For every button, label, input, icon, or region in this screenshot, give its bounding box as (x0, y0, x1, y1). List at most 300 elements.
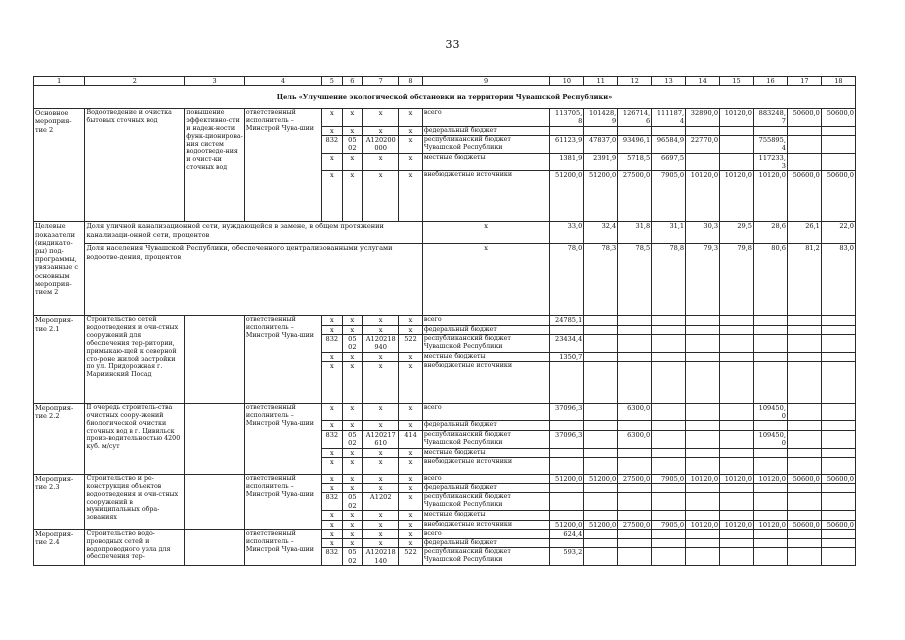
measure-title: Основное мероприя-тие 2 (34, 109, 85, 222)
measure-row (34, 404, 856, 421)
amount-cell (787, 448, 821, 457)
amount-cell (787, 126, 821, 135)
code-cell: х (363, 352, 399, 361)
code-cell: х (342, 171, 363, 222)
funding-source-cell: республиканский бюджет Чувашской Республики (422, 334, 550, 352)
amount-cell: 1350,7 (550, 352, 584, 361)
amount-cell (686, 539, 720, 548)
amount-cell (821, 153, 855, 170)
code-cell: х (399, 153, 423, 170)
code-cell: А1202 (363, 493, 399, 511)
funding-source-cell: внебюджетные источники (422, 362, 550, 404)
indicator-value-cell: 33,0 (550, 222, 584, 244)
amount-cell (652, 421, 686, 430)
amount-cell (720, 529, 754, 538)
amount-cell (821, 539, 855, 548)
amount-cell (652, 126, 686, 135)
amount-cell: 7905,0 (652, 520, 686, 529)
amount-cell (618, 539, 652, 548)
amount-cell (787, 511, 821, 520)
amount-cell (618, 421, 652, 430)
amount-cell (686, 511, 720, 520)
code-cell: х (342, 362, 363, 404)
code-cell: х (363, 457, 399, 474)
amount-cell: 10120,0 (754, 474, 788, 483)
code-cell: х (363, 153, 399, 170)
funding-source-cell: федеральный бюджет (422, 126, 550, 135)
code-cell: 832 (322, 548, 343, 566)
amount-cell (754, 352, 788, 361)
amount-cell (618, 548, 652, 566)
amount-cell: 37096,3 (550, 404, 584, 421)
amount-cell (652, 352, 686, 361)
code-cell: х (322, 539, 343, 548)
amount-cell (652, 430, 686, 448)
indicator-text: Доля уличной канализационной сети, нуждающейся в замене, в общем протяжении канализаци-онной сети, процентов (85, 222, 422, 244)
column-number-cell: 13 (652, 77, 686, 86)
amount-cell (821, 511, 855, 520)
measure-row (34, 529, 856, 538)
indicator-value-cell: 32,4 (584, 222, 618, 244)
amount-cell (550, 362, 584, 404)
code-cell: х (363, 539, 399, 548)
code-cell: х (363, 484, 399, 493)
amount-cell (754, 325, 788, 334)
code-cell: х (322, 153, 343, 170)
amount-cell (720, 325, 754, 334)
amount-cell (550, 511, 584, 520)
amount-cell: 50600,0 (787, 109, 821, 126)
code-cell: х (363, 316, 399, 325)
code-cell: х (342, 109, 363, 126)
code-cell: 05 02 (342, 548, 363, 566)
amount-cell (821, 529, 855, 538)
amount-cell (652, 325, 686, 334)
amount-cell: 109450,0 (754, 430, 788, 448)
amount-cell (754, 362, 788, 404)
funding-source-cell: внебюджетные источники (422, 171, 550, 222)
code-cell: х (399, 325, 423, 334)
amount-cell (821, 548, 855, 566)
code-cell: х (363, 511, 399, 520)
amount-cell (787, 153, 821, 170)
amount-cell (686, 325, 720, 334)
funding-source-cell: республиканский бюджет Чувашской Республики (422, 493, 550, 511)
goal-title-row (34, 86, 856, 109)
amount-cell (787, 325, 821, 334)
code-cell: х (342, 126, 363, 135)
funding-source-cell: внебюджетные источники (422, 520, 550, 529)
amount-cell (821, 352, 855, 361)
amount-cell: 10120,0 (720, 520, 754, 529)
code-cell: А120218 940 (363, 334, 399, 352)
amount-cell (652, 539, 686, 548)
code-cell: х (342, 404, 363, 421)
amount-cell (686, 529, 720, 538)
amount-cell (584, 126, 618, 135)
code-cell: 832 (322, 493, 343, 511)
amount-cell (720, 334, 754, 352)
amount-cell (720, 484, 754, 493)
funding-source-cell: республиканский бюджет Чувашской Республики (422, 430, 550, 448)
amount-cell (754, 126, 788, 135)
indicator-value-cell: 30,3 (686, 222, 720, 244)
amount-cell: 2391,9 (584, 153, 618, 170)
code-cell: 05 02 (342, 135, 363, 153)
code-cell: х (322, 352, 343, 361)
column-number-cell: 18 (821, 77, 855, 86)
amount-cell (787, 457, 821, 474)
amount-cell (550, 457, 584, 474)
column-number-row (34, 77, 856, 86)
code-cell: х (342, 448, 363, 457)
amount-cell (618, 493, 652, 511)
code-cell: х (322, 421, 343, 430)
amount-cell (686, 484, 720, 493)
amount-cell (821, 126, 855, 135)
amount-cell (787, 484, 821, 493)
indicator-value-cell: 78,8 (652, 244, 686, 316)
amount-cell: 7905,0 (652, 474, 686, 483)
code-cell: х (342, 474, 363, 483)
code-cell: 522 (399, 548, 423, 566)
amount-cell (720, 493, 754, 511)
measure-name: Строительство водо-проводных сетей и водопроводного узла для обеспечения тер- (85, 529, 185, 565)
code-cell: х (363, 109, 399, 126)
amount-cell (652, 362, 686, 404)
code-cell: х (342, 352, 363, 361)
code-cell: А120218 140 (363, 548, 399, 566)
indicator-x-cell: х (422, 244, 550, 316)
amount-cell: 101428,9 (584, 109, 618, 126)
amount-cell: 50600,0 (821, 520, 855, 529)
amount-cell (686, 457, 720, 474)
code-cell: х (399, 316, 423, 325)
amount-cell: 32890,0 (686, 109, 720, 126)
amount-cell: 755895,4 (754, 135, 788, 153)
funding-source-cell: местные бюджеты (422, 448, 550, 457)
code-cell: х (399, 126, 423, 135)
measure-title: Мероприя-тие 2.1 (34, 316, 85, 404)
amount-cell (787, 316, 821, 325)
amount-cell (584, 352, 618, 361)
code-cell: х (399, 171, 423, 222)
amount-cell (652, 334, 686, 352)
indicator-x-cell: х (422, 222, 550, 244)
amount-cell (584, 548, 618, 566)
amount-cell (787, 404, 821, 421)
amount-cell (720, 126, 754, 135)
amount-cell (686, 548, 720, 566)
column-number-cell: 16 (754, 77, 788, 86)
column-number-cell: 17 (787, 77, 821, 86)
amount-cell (787, 135, 821, 153)
code-cell: х (363, 362, 399, 404)
amount-cell (618, 126, 652, 135)
amount-cell: 111187,4 (652, 109, 686, 126)
column-number-cell: 8 (399, 77, 423, 86)
indicator-value-cell: 28,6 (754, 222, 788, 244)
code-cell: х (399, 539, 423, 548)
amount-cell: 624,4 (550, 529, 584, 538)
amount-cell: 51200,0 (584, 520, 618, 529)
code-cell: 05 02 (342, 430, 363, 448)
code-cell: х (399, 484, 423, 493)
amount-cell (821, 362, 855, 404)
code-cell: х (322, 520, 343, 529)
indicators-title: Целевые показатели (индикато-ры) под-программы, увязанные с основным мероприя-тием 2 (34, 222, 85, 316)
amount-cell: 10120,0 (720, 109, 754, 126)
amount-cell (754, 457, 788, 474)
column-number-cell: 12 (618, 77, 652, 86)
amount-cell (618, 448, 652, 457)
amount-cell (720, 153, 754, 170)
code-cell: х (342, 457, 363, 474)
amount-cell (652, 484, 686, 493)
indicator-value-cell: 81,2 (787, 244, 821, 316)
amount-cell (584, 529, 618, 538)
indicator-value-cell: 31,1 (652, 222, 686, 244)
amount-cell (686, 448, 720, 457)
code-cell: 05 02 (342, 493, 363, 511)
indicator-value-cell: 80,6 (754, 244, 788, 316)
measure-executor: ответственный исполнитель – Минстрой Чува-шии (244, 109, 321, 222)
column-number-cell: 5 (322, 77, 343, 86)
measure-title: Мероприя-тие 2.4 (34, 529, 85, 565)
amount-cell (754, 484, 788, 493)
amount-cell (550, 448, 584, 457)
column-number-cell: 2 (85, 77, 185, 86)
amount-cell (821, 404, 855, 421)
amount-cell (720, 135, 754, 153)
amount-cell: 50600,0 (787, 474, 821, 483)
code-cell: х (322, 484, 343, 493)
amount-cell (618, 362, 652, 404)
code-cell: х (322, 171, 343, 222)
code-cell: х (399, 511, 423, 520)
amount-cell (686, 493, 720, 511)
amount-cell: 6300,0 (618, 430, 652, 448)
amount-cell (584, 325, 618, 334)
amount-cell (821, 316, 855, 325)
amount-cell: 50600,0 (821, 474, 855, 483)
funding-source-cell: федеральный бюджет (422, 484, 550, 493)
amount-cell: 113705,8 (550, 109, 584, 126)
amount-cell (584, 448, 618, 457)
amount-cell (787, 548, 821, 566)
code-cell: х (322, 316, 343, 325)
indicator-value-cell: 78,0 (550, 244, 584, 316)
amount-cell: 10120,0 (754, 171, 788, 222)
amount-cell: 24785,1 (550, 316, 584, 325)
indicator-value-cell: 31,8 (618, 222, 652, 244)
code-cell: х (363, 404, 399, 421)
amount-cell (754, 316, 788, 325)
amount-cell: 61123,9 (550, 135, 584, 153)
amount-cell (618, 352, 652, 361)
code-cell: х (399, 448, 423, 457)
code-cell: х (342, 153, 363, 170)
funding-source-cell: местные бюджеты (422, 352, 550, 361)
measure-row (34, 316, 856, 325)
amount-cell: 593,2 (550, 548, 584, 566)
measure-row (34, 474, 856, 483)
indicator-value-cell: 29,5 (720, 222, 754, 244)
amount-cell: 883248,7 (754, 109, 788, 126)
amount-cell (652, 448, 686, 457)
budget-table (33, 76, 856, 566)
code-cell: х (363, 520, 399, 529)
code-cell: х (342, 484, 363, 493)
amount-cell (720, 511, 754, 520)
funding-source-cell: местные бюджеты (422, 153, 550, 170)
funding-source-cell: федеральный бюджет (422, 421, 550, 430)
measure-name: Строительство сетей водоотведения и очи-стных сооружений для обеспечения тер-ритории, примыкаю-щей к северной сто-роне жилой застройки по ул. Придорожная г. Мариинский Посад (85, 316, 185, 404)
funding-source-cell: всего (422, 316, 550, 325)
funding-source-cell: всего (422, 529, 550, 538)
amount-cell: 50600,0 (821, 171, 855, 222)
amount-cell (754, 539, 788, 548)
code-cell: х (322, 529, 343, 538)
code-cell: х (322, 474, 343, 483)
code-cell: х (342, 511, 363, 520)
amount-cell (550, 493, 584, 511)
measure-executor: ответственный исполнитель – Минстрой Чува-шии (244, 474, 321, 529)
amount-cell (787, 430, 821, 448)
amount-cell: 50600,0 (787, 520, 821, 529)
indicator-value-cell: 22,0 (821, 222, 855, 244)
amount-cell: 27500,0 (618, 474, 652, 483)
amount-cell (550, 484, 584, 493)
measure-name: Строительство и ре-конструкция объектов водоотведения и очи-стных сооружений в муниципальных обра-зованиях (85, 474, 185, 529)
amount-cell (821, 334, 855, 352)
measure-purpose (185, 529, 245, 565)
amount-cell: 27500,0 (618, 171, 652, 222)
indicator-row (34, 222, 856, 244)
code-cell: х (399, 352, 423, 361)
code-cell: х (363, 474, 399, 483)
code-cell: х (322, 404, 343, 421)
code-cell: х (322, 448, 343, 457)
amount-cell: 117233,3 (754, 153, 788, 170)
indicator-value-cell: 26,1 (787, 222, 821, 244)
amount-cell (584, 511, 618, 520)
amount-cell (821, 135, 855, 153)
indicator-value-cell: 79,8 (720, 244, 754, 316)
code-cell: х (322, 362, 343, 404)
amount-cell (754, 548, 788, 566)
amount-cell (787, 362, 821, 404)
code-cell: 832 (322, 135, 343, 153)
code-cell: х (322, 457, 343, 474)
amount-cell (652, 529, 686, 538)
amount-cell (821, 430, 855, 448)
funding-source-cell: местные бюджеты (422, 511, 550, 520)
amount-cell (686, 352, 720, 361)
amount-cell: 96584,9 (652, 135, 686, 153)
code-cell: х (399, 474, 423, 483)
amount-cell (686, 334, 720, 352)
amount-cell: 50600,0 (821, 109, 855, 126)
measure-executor: ответственный исполнитель – Минстрой Чува-шии (244, 316, 321, 404)
amount-cell (821, 484, 855, 493)
amount-cell (720, 421, 754, 430)
amount-cell: 6300,0 (618, 404, 652, 421)
measure-purpose (185, 316, 245, 404)
amount-cell (550, 126, 584, 135)
code-cell: х (363, 421, 399, 430)
measure-name: Водоотведение и очистка бытовых сточных вод (85, 109, 185, 222)
column-number-cell: 1 (34, 77, 85, 86)
amount-cell (584, 316, 618, 325)
indicator-value-cell: 78,5 (618, 244, 652, 316)
measure-executor: ответственный исполнитель – Минстрой Чува-шии (244, 404, 321, 475)
amount-cell (618, 529, 652, 538)
amount-cell (584, 493, 618, 511)
funding-source-cell: всего (422, 109, 550, 126)
amount-cell: 27500,0 (618, 520, 652, 529)
code-cell: х (399, 135, 423, 153)
amount-cell (754, 448, 788, 457)
code-cell: х (363, 325, 399, 334)
amount-cell: 51200,0 (584, 171, 618, 222)
amount-cell (686, 153, 720, 170)
code-cell: х (399, 421, 423, 430)
amount-cell (686, 404, 720, 421)
code-cell: х (399, 404, 423, 421)
amount-cell (550, 539, 584, 548)
amount-cell (584, 404, 618, 421)
code-cell: А120217 610 (363, 430, 399, 448)
goal-title: Цель «Улучшение экологической обстановки на территории Чувашской Республики» (34, 86, 856, 109)
amount-cell (787, 352, 821, 361)
column-number-cell: 15 (720, 77, 754, 86)
column-number-cell: 7 (363, 77, 399, 86)
budget-table-sheet (33, 76, 856, 566)
amount-cell (787, 421, 821, 430)
measure-title: Мероприя-тие 2.3 (34, 474, 85, 529)
code-cell: х (399, 493, 423, 511)
amount-cell: 1381,9 (550, 153, 584, 170)
indicator-value-cell: 78,3 (584, 244, 618, 316)
amount-cell (618, 316, 652, 325)
amount-cell (821, 493, 855, 511)
amount-cell: 10120,0 (754, 520, 788, 529)
code-cell: х (342, 520, 363, 529)
amount-cell (618, 457, 652, 474)
code-cell: х (342, 421, 363, 430)
code-cell: х (322, 109, 343, 126)
amount-cell: 10120,0 (686, 520, 720, 529)
amount-cell: 51200,0 (550, 171, 584, 222)
amount-cell (787, 529, 821, 538)
amount-cell: 6697,5 (652, 153, 686, 170)
amount-cell (652, 493, 686, 511)
indicator-text: Доля населения Чувашской Республики, обеспеченного централизованными услугами водоотве-дения, процентов (85, 244, 422, 316)
amount-cell (550, 421, 584, 430)
code-cell: х (342, 316, 363, 325)
amount-cell (652, 548, 686, 566)
amount-cell (584, 362, 618, 404)
amount-cell (584, 539, 618, 548)
amount-cell (787, 539, 821, 548)
amount-cell: 126714,6 (618, 109, 652, 126)
page-number: 33 (445, 38, 460, 51)
code-cell: 832 (322, 430, 343, 448)
amount-cell (652, 457, 686, 474)
code-cell: х (363, 448, 399, 457)
amount-cell: 51200,0 (550, 520, 584, 529)
